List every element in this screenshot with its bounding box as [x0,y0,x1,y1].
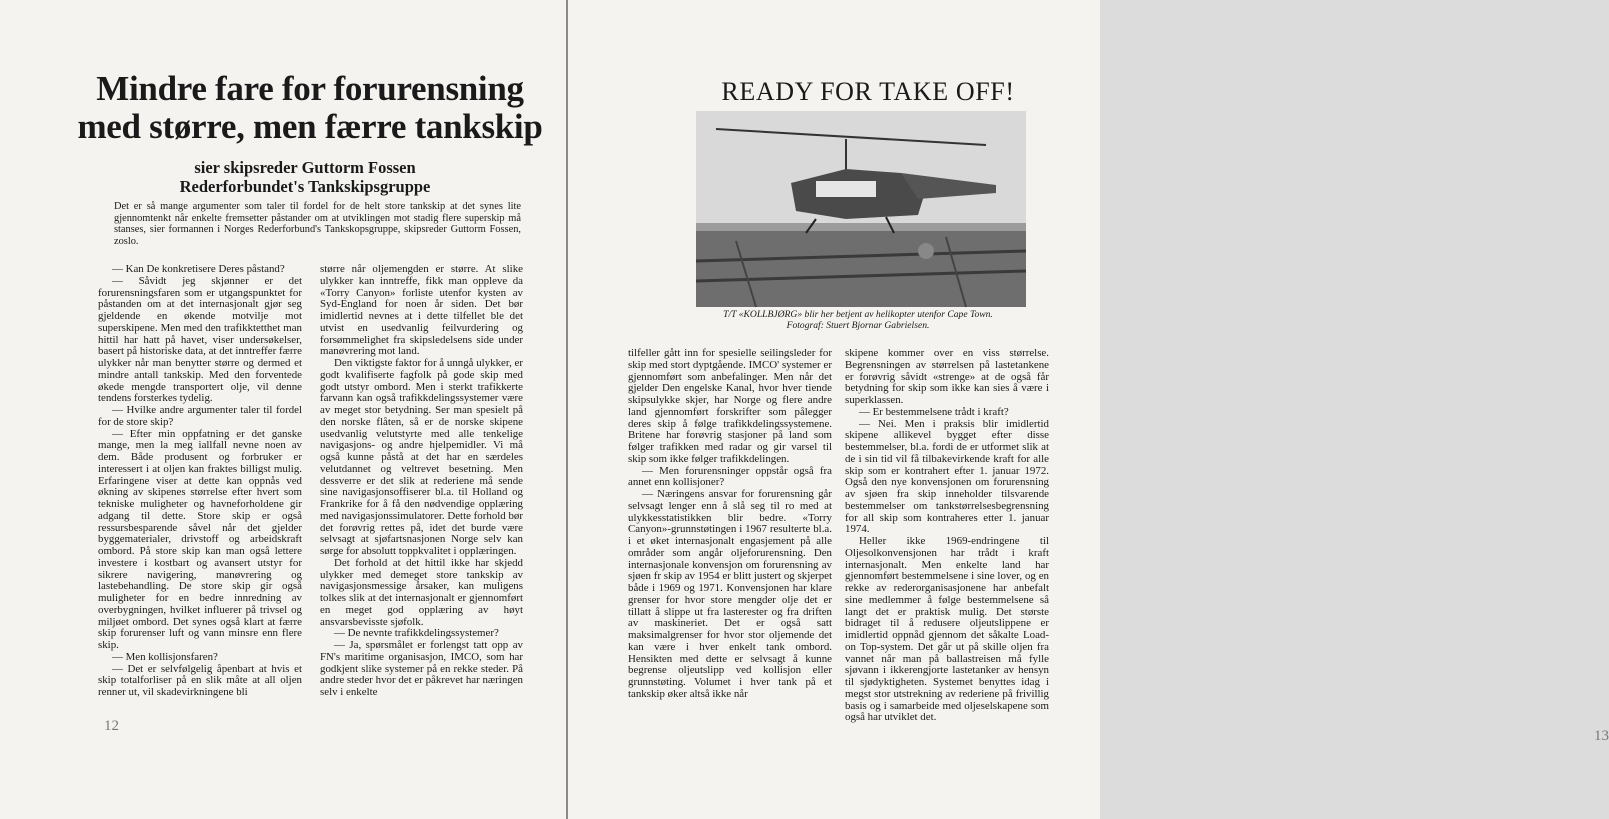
subheadline-line-1: sier skipsreder Guttorm Fossen [194,158,416,177]
right-column-1 [628,348,832,701]
paragraph: — Efter min oppfatning er det ganske mange, men la meg iallfall nevne noen av dem. Både produsent og forbruker er interessert i at oljen kan fraktes billigst mulig. Erfaringene viser at dette kan oppnås ved økning av skipenes størrelse efter hvert som tekniske muligheter og havneforholdene gir adgang til dette. Store skip er også ressursbesparende såvel når det gjelder byggematerialer, drivstoff og arbeidskraft ombord. På store skip kan man også lettere investere i kostbart og avansert utstyr for sikrere navigering, manøvrering og lastebehandling. De store skip gir også muligheter for en bedre innredning av overbygningen, hvilket influerer på trivsel og miljøet ombord. Det synes også klart at færre skip forurenser luft og vann minsre enn flere skip. [98,427,302,651]
paragraph: — Men forurensninger oppstår også fra annet enn kollisjoner? [628,464,832,489]
article-headline [60,70,560,146]
paragraph: — Det er selvfølgelig åpenbart at hvis et skip totalforliser på en slik måte at all oljen renner ut, vil skadevirkningene bli [98,662,302,698]
paragraph: — De nevnte trafikkdelingssystemer? [334,627,499,640]
headline-line-2: med større, men færre tankskip [77,107,543,146]
right-column-2 [845,348,1049,724]
helicopter-photo [696,111,1026,307]
article-subheadline [110,158,500,196]
page-title: READY FOR TAKE OFF! [721,77,1015,106]
caption-line-1: T/T «KOLLBJØRG» blir her betjent av helikopter utenfor Cape Town. [723,309,993,320]
paragraph: — Er bestemmelsene trådt i kraft? [859,405,1009,418]
photo-caption [668,309,1048,331]
left-column-2 [320,264,523,699]
page-number: 13 [1594,728,1609,744]
left-column-1 [98,264,302,699]
paragraph: tilfeller gått inn for spesielle seilingsleder for skip med stort dyptgående. IMCO' systemer er gjennomført som anbefalinger. Men når det gjelder Den engelske Kanal, hvor hver tiende skipsulykke skjer, har Norge og flere andre land gjennomført forskrifter som pålegger deres skip å følge trafikkdelingssystemene. Britene har forøvrig stasjoner på land som følger trafikken med radar og gir varsel til skip som ikke følger trafikkdelingen. [628,347,832,465]
paragraph: Heller ikke 1969-endringene til Oljesolkonvensjonen har trådt i kraft internasjonalt. Men enkelte land har gjennomført bestemmelsene i sine lover, og en rekke av rederorganisasjonene har anbefalt sine medlemmer å følge bestemmelsene så langt det er praktisk mulig. Det største bidraget til å redusere oljeutslippene er imidlertid oppnåd gjennom det såkalte Load- on Top-system. Det går ut på skille oljen fra vannet når man på ballastreisen må fylle sjøvann i ikkerengjorte lastetanker av hensyn til sjødyktigheten. Systemet benyttes idag i megst stor utstrekning av rederiene på frivillig basis og i samarbeide med oljeselskapene som også har utviklet det. [845,535,1049,724]
headline-line-1: Mindre fare for forurensning [96,69,524,108]
paragraph: — Kan De konkretisere Deres påstand? [112,263,285,275]
helicopter-photo-icon [696,111,1026,307]
page-number: 12 [104,718,119,734]
paragraph: Det forhold at det hittil ikke har skjedd ulykker med demeget store tankskip av navigasjonsmessige årsaker, kan muligens tolkes slik at det internasjonalt er gjennomført en meget god opplæring av høyt ansvarsbevisste sjøfolk. [320,556,523,628]
paragraph: — Hvilke andre argumenter taler til fordel for de store skip? [98,404,302,428]
paragraph: — Nei. Men i praksis blir imidlertid skipene allikevel bygget efter disse bestemmelser, bl.a. fordi de er utformet slik at de i sin tid vil få tilbakevirkende kraft for alle skip som er kontrahert efter 1. januar 1972. Også den nye konvensjonen om forurensning av sjøen fra skip inneholder tilsvarende bestemmelser om tankstørrelsesbegrensning for all skip som kontraheres etter 1. januar 1974. [845,417,1049,536]
paragraph: større når oljemengden er større. At slike ulykker kan inntreffe, fikk man oppleve da «Torry Canyon» forliste utenfor kysten av Syd-England for noen år siden. Det bør imidlertid nevnes at i dette tilfellet ble det utvist en usedvanlig feilvurdering og forsømmelighet fra skipsledelsens side under manøvrering mot land. [320,263,523,358]
paragraph: skipene kommer over en viss størrelse. Begrensningen av størrelsen på lastetankene er forøvrig såvidt «strenge» at de også får betydning for skip som ikke kan sies å være i superklassen. [845,347,1049,406]
paragraph: — Næringens ansvar for forurensning går selvsagt lenger enn å slå seg til ro med at ulykkesstatistikken blir bedre. «Torry Canyon»-grunnstøtingen i 1967 resulterte bl.a. i et øket internasjonalt engasjement på alle områder som angår oljeforurensning. Den internasjonale konvensjon om forurensning av sjøen fr skip av 1954 er blitt justert og skjerpet både i 1969 og 1971. Konvensjonen har klare grenser for hvor store mengder olje det er tillatt å slippe ut fra lasterester og fra driften av maskineriet. Det er også satt maksimalgrenser for hvor stor oljemende det kan være i hver enkelt tank ombord. Hensikten med dette er selvsagt å kunne begrense oljeutslipp ved kollisjon eller grunnstøting. Volumet i hver tank på et tankskip øker altså ikke når [628,488,832,700]
subheadline-line-2: Rederforbundet's Tankskipsgruppe [179,177,431,196]
caption-line-2: Fotograf: Stuert Bjornar Gabrielsen. [786,320,930,331]
left-page [0,0,566,819]
paragraph: — Såvidt jeg skjønner er det forurensningsfaren som er utgangspunktet for påstanden om at det internasjonalt gjør seg gjeldende en økende motvilje mot superskipene. Men med den trafikktetthet man hittil har hatt på havet, viser undersøkelser, basert på historiske data, at det inntreffer færre ulykker når man benytter større og dermed et mindre antall tankskip. Med den forventede økede mengde transportert olje, vil denne tendens forsterkes tydelig. [98,274,302,405]
paragraph: Den viktigste faktor for å unngå ulykker, er godt kvalifiserte fagfolk på gode skip med godt utstyr ombord. Men i sterkt trafikkerte farvann kan også trafikkdelingssystemer være av meget stor betydning. Ser man spesielt på den norske flåten, så er de norske skipene usedvanlig velutstyrte med alle tenkelige navigasjons- og andre hjelpemidler. Vi må også kunne påstå at det har en særdeles velutdannet og veltrevet besetning. Men dessverre er det slik at rederiene må sende sine navigasjonsoffiserer bl.a. til Holland og Frankrike for å få den nødvendige opplæring med navigasjonssimulatorer. Dette forhold bør det forøvrig rettes på, idet det burde være selvsagt at sjøfartsnasjonen Norge selv kan sørge for absolutt toppkvalitet i opplæringen. [320,357,523,557]
right-page [568,0,1609,819]
paragraph: — Men kollisjonsfaren? [112,650,218,663]
paragraph: — Ja, spørsmålet er forlengst tatt opp av FN's maritime organisasjon, IMCO, som har godkjent slike systemer på en rekke steder. På andre steder hvor det er påkrevet har næringen selv i enkelte [320,639,523,698]
article-intro: Det er så mange argumenter som taler til fordel for de helt store tankskip at det synes lite gjennomtenkt når enkelte fremsetter påstander om at utviklingen mot stadig flere superskip må stanses, sier formannen i Norges Rederforbund's Tankskopsgruppe, skipsreder Guttorm Fossen, zoslo. [114,201,521,247]
